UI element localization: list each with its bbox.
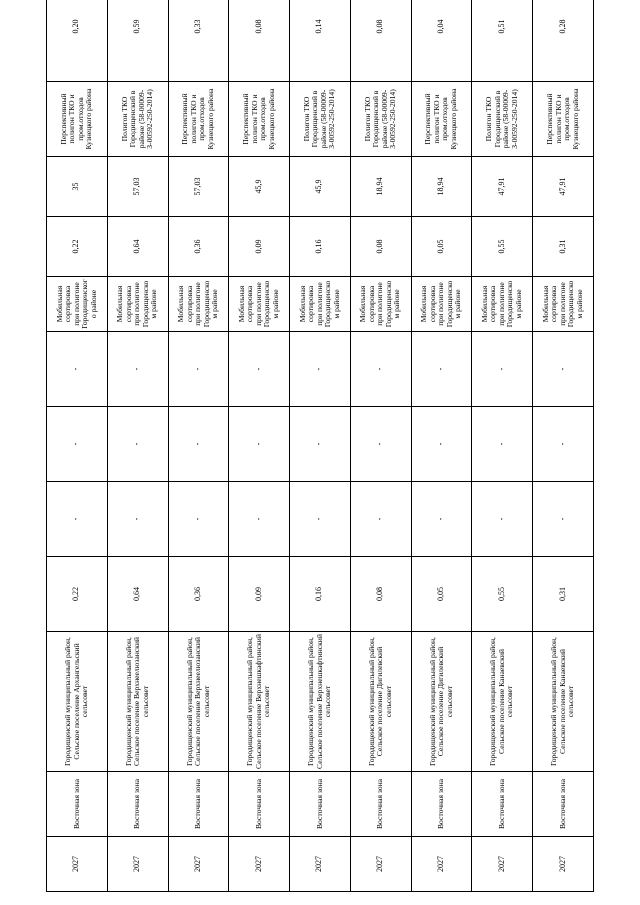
cell-dist: 57,03 [168, 157, 229, 217]
cell-d2: - [290, 407, 351, 482]
cell-municipality: Городищенский муниципальный район, Сельское поселение Верхнеелюзанский сельсовет [107, 632, 168, 772]
cell-v1: 0,05 [411, 557, 472, 632]
cell-year: 2027 [47, 837, 108, 892]
cell-zone: Восточная зона [168, 772, 229, 837]
cell-zone: Восточная зона [107, 772, 168, 837]
cell-zone: Восточная зона [47, 772, 108, 837]
cell-municipality: Городищенский муниципальный район, Сельское поселение Дигилевский сельсовет [350, 632, 411, 772]
cell-d2: - [411, 407, 472, 482]
cell-d3: - [533, 332, 594, 407]
table-row [411, 0, 472, 892]
cell-v1: 0,31 [533, 557, 594, 632]
waste-flow-table [46, 0, 594, 892]
cell-year: 2027 [290, 837, 351, 892]
table-row [533, 0, 594, 892]
cell-d2: - [350, 407, 411, 482]
cell-v2: 0,08 [350, 217, 411, 277]
cell-v1: 0,55 [472, 557, 533, 632]
cell-dist: 18,94 [350, 157, 411, 217]
table-row [350, 0, 411, 892]
cell-v2: 0,36 [168, 217, 229, 277]
cell-facility1: Мобильная сортировка при полигоне Городищенском районе [533, 277, 594, 332]
cell-municipality: Городищенский муниципальный район, Сельское поселение Верхнешкафтинский сельсовет [290, 632, 351, 772]
cell-d2: - [47, 407, 108, 482]
cell-d3: - [472, 332, 533, 407]
cell-v3: 0,04 [411, 0, 472, 82]
cell-d1: - [168, 482, 229, 557]
rotated-table-page [46, 12, 594, 892]
cell-v3: 0,33 [168, 0, 229, 82]
cell-d1: - [472, 482, 533, 557]
cell-zone: Восточная зона [472, 772, 533, 837]
cell-v1: 0,08 [350, 557, 411, 632]
cell-year: 2027 [107, 837, 168, 892]
table-row [107, 0, 168, 892]
cell-municipality: Городищенский муниципальный район, Сельское поселение Канаевский сельсовет [533, 632, 594, 772]
cell-v1: 0,64 [107, 557, 168, 632]
table-row [290, 0, 351, 892]
cell-d1: - [411, 482, 472, 557]
cell-facility1: Мобильная сортировка при полигоне Городищенском районе [229, 277, 290, 332]
cell-v2: 0,16 [290, 217, 351, 277]
cell-facility2: Полигон ТКО Городищенский в районе (58-00009-З-00592-250-2014) [472, 82, 533, 157]
cell-v2: 0,31 [533, 217, 594, 277]
cell-facility1: Мобильная сортировка при полигоне Городищенском районе [411, 277, 472, 332]
cell-facility1: Мобильная сортировка при полигоне Городищенском районе [472, 277, 533, 332]
cell-d3: - [290, 332, 351, 407]
cell-d3: - [107, 332, 168, 407]
cell-facility2: Перспективный полигон ТКО и пром.отходов Кузнецкого района [168, 82, 229, 157]
cell-v1: 0,16 [290, 557, 351, 632]
cell-dist: 57,03 [107, 157, 168, 217]
cell-v3: 0,59 [107, 0, 168, 82]
cell-dist: 45,9 [229, 157, 290, 217]
cell-facility1: Мобильная сортировка при полигоне Городищенском районе [290, 277, 351, 332]
cell-dist: 47,91 [472, 157, 533, 217]
cell-d3: - [350, 332, 411, 407]
cell-v3: 0,20 [47, 0, 108, 82]
cell-v2: 0,09 [229, 217, 290, 277]
cell-d1: - [107, 482, 168, 557]
cell-facility2: Перспективный полигон ТКО и пром.отходов Кузнецкого района [47, 82, 108, 157]
cell-dist: 18,94 [411, 157, 472, 217]
cell-d2: - [229, 407, 290, 482]
cell-d3: - [47, 332, 108, 407]
cell-d2: - [533, 407, 594, 482]
cell-d1: - [229, 482, 290, 557]
cell-zone: Восточная зона [411, 772, 472, 837]
cell-v1: 0,09 [229, 557, 290, 632]
cell-zone: Восточная зона [350, 772, 411, 837]
cell-year: 2027 [472, 837, 533, 892]
cell-facility1: Мобильная сортировка при полигоне Городищенском районе [168, 277, 229, 332]
cell-facility2: Перспективный полигон ТКО и пром.отходов Кузнецкого района [229, 82, 290, 157]
cell-municipality: Городищенский муниципальный район, Сельское поселение Канаевский сельсовет [472, 632, 533, 772]
cell-v2: 0,55 [472, 217, 533, 277]
cell-facility2: Перспективный полигон ТКО и пром.отходов Кузнецкого района [533, 82, 594, 157]
cell-d3: - [168, 332, 229, 407]
cell-v3: 0,51 [472, 0, 533, 82]
cell-facility1: Мобильная сортировка при полигоне Городищенского районе [47, 277, 108, 332]
cell-zone: Восточная зона [290, 772, 351, 837]
cell-d1: - [350, 482, 411, 557]
cell-year: 2027 [533, 837, 594, 892]
cell-v2: 0,64 [107, 217, 168, 277]
cell-d3: - [411, 332, 472, 407]
cell-facility1: Мобильная сортировка при полигоне Городищенском районе [350, 277, 411, 332]
cell-d1: - [533, 482, 594, 557]
cell-municipality: Городищенский муниципальный район, Сельское поселение Дигилевский сельсовет [411, 632, 472, 772]
cell-v3: 0,08 [350, 0, 411, 82]
cell-facility1: Мобильная сортировка при полигоне Городищенском районе [107, 277, 168, 332]
table-row [47, 0, 108, 892]
cell-d2: - [168, 407, 229, 482]
cell-municipality: Городищенский муниципальный район, Сельское поселение Верхнешкафтинский сельсовет [229, 632, 290, 772]
table-row [229, 0, 290, 892]
cell-d2: - [472, 407, 533, 482]
cell-year: 2027 [350, 837, 411, 892]
cell-v3: 0,14 [290, 0, 351, 82]
cell-v3: 0,28 [533, 0, 594, 82]
cell-d1: - [290, 482, 351, 557]
cell-facility2: Полигон ТКО Городищенский в районе (58-00009-З-00592-250-2014) [290, 82, 351, 157]
cell-d3: - [229, 332, 290, 407]
cell-year: 2027 [411, 837, 472, 892]
cell-municipality: Городищенский муниципальный район, Сельское поселение Верхнеелюзанский сельсовет [168, 632, 229, 772]
cell-zone: Восточная зона [533, 772, 594, 837]
cell-d1: - [47, 482, 108, 557]
cell-zone: Восточная зона [229, 772, 290, 837]
table-row [168, 0, 229, 892]
cell-v2: 0,05 [411, 217, 472, 277]
cell-dist: 45,9 [290, 157, 351, 217]
cell-dist: 47,91 [533, 157, 594, 217]
cell-facility2: Полигон ТКО Городищенский в районе (58-00009-З-00592-250-2014) [350, 82, 411, 157]
cell-v1: 0,22 [47, 557, 108, 632]
cell-municipality: Городищенский муниципальный район, Сельское поселение Архангельский сельсовет [47, 632, 108, 772]
cell-v2: 0,22 [47, 217, 108, 277]
cell-year: 2027 [229, 837, 290, 892]
cell-facility2: Полигон ТКО Городищенский в районе (58-00009-З-00592-250-2014) [107, 82, 168, 157]
cell-v3: 0,08 [229, 0, 290, 82]
cell-d2: - [107, 407, 168, 482]
cell-dist: 35 [47, 157, 108, 217]
cell-v1: 0,36 [168, 557, 229, 632]
table-row [472, 0, 533, 892]
cell-year: 2027 [168, 837, 229, 892]
cell-facility2: Перспективный полигон ТКО и пром.отходов Кузнецкого района [411, 82, 472, 157]
